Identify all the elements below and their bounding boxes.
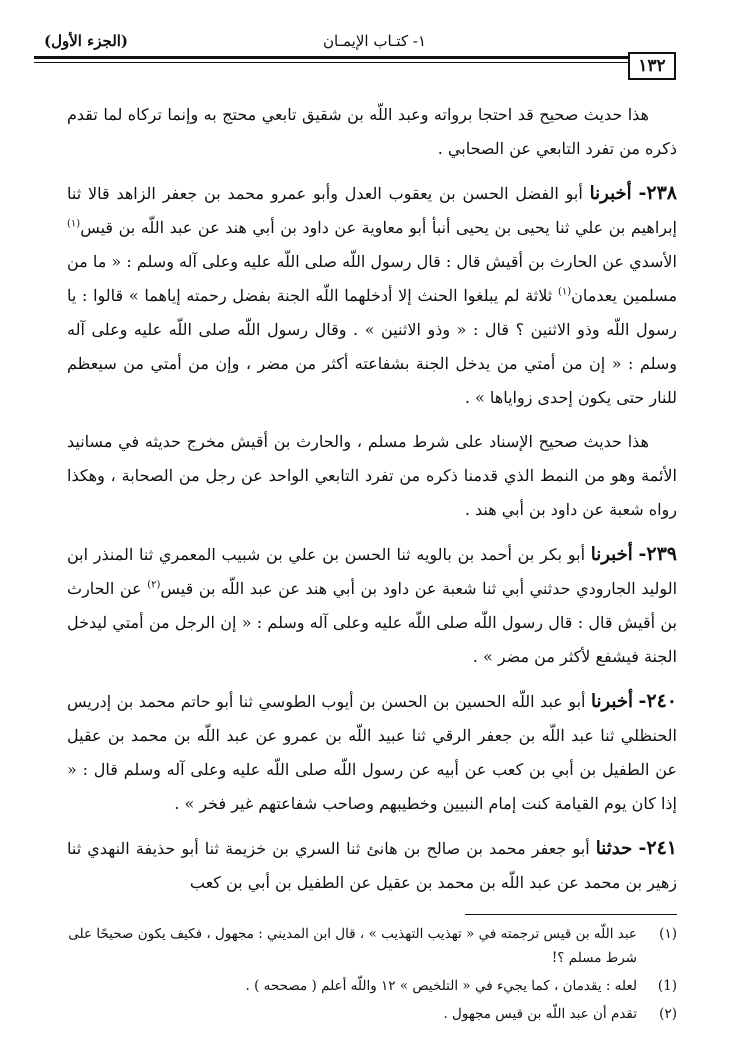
footnote-mark: (٢) <box>659 1006 677 1022</box>
page-number-box: ١٣٢ <box>628 52 676 80</box>
intro-paragraph: هذا حديث صحيح قد احتجا برواته وعبد اللّه بن شقيق تابعي محتج به وإنما تركاه لما تقدم ذكره من تفرد التابعي عن الصحابي . <box>67 105 677 158</box>
hadith-text: أبو الفضل الحسن بن يعقوب العدل وأبو عمرو محمد بن جعفر الزاهد قالا ثنا إبراهيم بن علي ثنا يحيى بن يحيى أنبأ أبو معاوية عن داود بن أبي هند عن عبد اللّه بن قيس <box>67 184 678 237</box>
footnote-ref[interactable]: (١) <box>67 218 81 230</box>
hadith-number: ٢٤١- <box>638 837 677 859</box>
hadith-keyword: أخبرنا <box>590 544 633 565</box>
hadith-text: أبو جعفر محمد بن صالح بن هانئ ثنا السري بن خزيمة ثنا أبو حذيفة النهدي ثنا زهير بن محمد عن عبد اللّه بن محمد بن عقيل عن الطفيل بن أبي بن كعب <box>67 839 677 892</box>
footnote-1 <box>67 922 677 970</box>
hadith-239 <box>67 537 677 674</box>
footnote-1b <box>67 974 677 998</box>
book-title: ١- كتـاب الإيمـان <box>323 32 426 50</box>
footnote-mark: (١) <box>659 926 677 942</box>
footnote-ref[interactable]: (٢) <box>147 579 161 591</box>
hadith-text: الأسدي عن الحارث بن أقيش قال : قال رسول اللّه صلى اللّه عليه وعلى آله وسلم : « ما من مسلمين يعدمان <box>67 252 678 305</box>
footnotes <box>67 922 677 1026</box>
header-rule-thick <box>34 56 628 59</box>
footnote-mark: (1) <box>657 978 677 994</box>
hadith-text: ثلاثة لم يبلغوا الحنث إلا أدخلهما اللّه الجنة بفضل رحمته إياهما » قالوا : يا رسول اللّه وذو الاثنين ؟ قال : « وذو الاثنين » . وقال رسول اللّه صلى اللّه عليه وعلى آله وسلم : « إن من أمتي من يدخل الجنة بشفاعته أكثر من مضر ، وإن من أمتي من سيعظم للنار حتى يكون إحدى زواياها » . <box>67 286 677 407</box>
hadith-text: أبو بكر بن أحمد بن بالويه ثنا الحسن بن علي بن شبيب المعمري ثنا المنذر ابن الوليد الجارودي حدثني أبي ثنا شعبة عن داود بن أبي هند عن عبد اللّه بن قيس <box>67 545 678 598</box>
footnote-text: لعله : يقدمان ، كما يجيء في « التلخيص » ١٢ واللّه أعلم ( مصححه ) . <box>245 978 637 994</box>
footnote-text: عبد اللّه بن قيس ترجمته في « تهذيب التهذيب » ، قال ابن المديني : مجهول ، فكيف يكون صحيحًا على شرط مسلم ؟! <box>68 926 637 966</box>
footnote-separator <box>465 914 677 915</box>
footnote-text: تقدم أن عبد اللّه بن قيس مجهول . <box>443 1006 637 1022</box>
hadith-keyword: أخبرنا <box>591 691 633 712</box>
hadith-number: ٢٣٨- <box>638 182 677 204</box>
hadith-number: ٢٣٩- <box>638 543 677 565</box>
hadith-240 <box>67 684 677 821</box>
commentary-238: هذا حديث صحيح الإسناد على شرط مسلم ، والحارث بن أقيش مخرج حديثه في مسانيد الأئمة وهو من النمط الذي قدمنا ذكره من تفرد التابعي الواحد عن رجل من الصحابة ، وهكذا رواه شعبة عن داود بن أبي هند . <box>67 432 677 519</box>
footnote-2 <box>67 1002 677 1026</box>
hadith-keyword: أخبرنا <box>589 183 632 204</box>
hadith-241 <box>67 831 677 900</box>
hadith-number: ٢٤٠- <box>638 690 678 712</box>
main-text <box>67 98 677 910</box>
hadith-text: عن الحارث بن أقيش قال : قال رسول اللّه صلى اللّه عليه وعلى آله وسلم : « إن الرجل من أمتي ليدخل الجنة فيشفع لأكثر من مضر » . <box>67 579 678 666</box>
hadith-text: أبو عبد اللّه الحسين بن الحسن بن أيوب الطوسي ثنا أبو حاتم محمد بن إدريس الحنظلي ثنا عبد اللّه بن جعفر الرقي ثنا عبيد اللّه بن عمرو عن عبد اللّه بن محمد بن عقيل عن الطفيل بن أبي بن كعب عن أبيه عن رسول اللّه صلى اللّه عليه وعلى آله وسلم قال : « إذا كان يوم القيامة كنت إمام النبيين وخطيبهم وصاحب شفاعتهم غير فخر » . <box>67 692 678 813</box>
volume-label: (الجزء الأول) <box>44 32 129 50</box>
footnote-ref[interactable]: (١) <box>557 286 572 298</box>
hadith-238 <box>67 176 677 415</box>
hadith-keyword: حدثنا <box>595 838 633 859</box>
header-rule-thin <box>34 62 628 63</box>
